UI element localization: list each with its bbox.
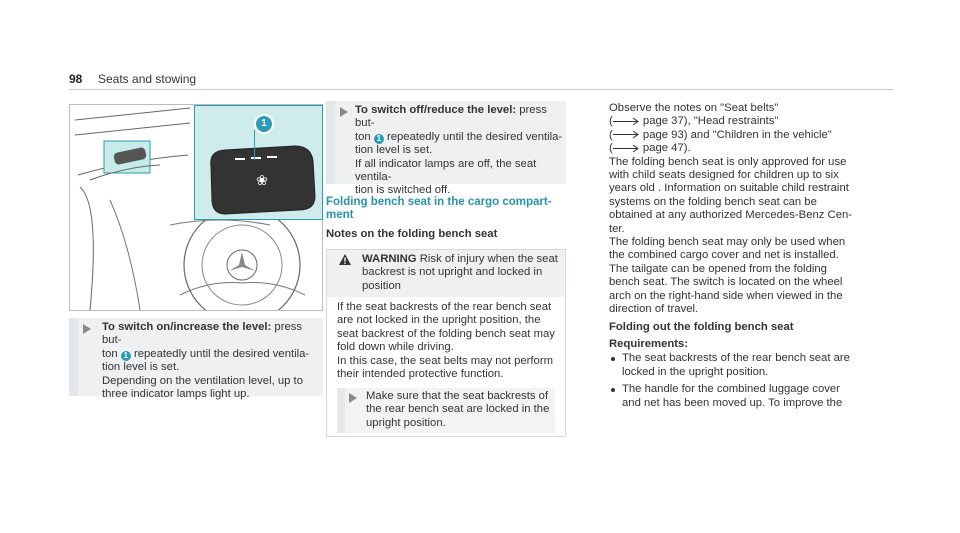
section-heading [326,196,566,222]
arrow-right-icon [613,130,640,139]
notes-heading: Notes on the folding bench seat [326,228,498,240]
cross-ref-head-restraints[interactable]: ( page 93) and "Children in the vehicle" [609,128,832,141]
callout-line [254,130,255,160]
step-text: ton [102,347,121,360]
warning-body-line: are not locked in the upright position, the [337,314,541,327]
step-text: Depending on the ventilation level, up to [102,374,303,387]
step-text: repeatedly until the desired ventila- [383,130,563,143]
para-line: years old . Information on suitable child restraint [609,182,849,195]
warning-text: backrest is not upright and locked in [362,266,543,279]
warning-text: position [362,279,401,292]
step-text: If all indicator lamps are off, the seat ventila- [355,157,537,184]
step-arrow-icon [349,393,357,403]
step-text: press but- [102,321,303,347]
warning-label: WARNING [362,253,417,265]
para-line: The folding bench seat may only be used when [609,236,846,249]
bullet-icon [611,388,615,392]
observe-line: page 37), "Head restraints" [642,115,779,128]
step-title: To switch on/increase the level: [102,321,272,333]
para-line: systems on the folding bench seat can be [609,195,817,208]
step-switch-off [326,101,566,197]
step-callout-number: 1 [121,351,131,361]
step-text: tion is switched off. [355,184,451,197]
para-line: bench seat. The switch is located on the wheel [609,276,843,289]
section-title: Seats and stowing [98,72,197,86]
observe-line: Observe the notes on "Seat belts" [609,102,779,114]
step-text: repeatedly until the desired ventila- [130,347,310,360]
warning-action-line: Make sure that the seat backrests of [366,390,549,402]
requirements-label: Requirements: [609,337,689,350]
para-line: The folding bench seat is only approved for use [609,155,847,168]
warning-action-line: the rear bench seat are locked in the [366,403,550,416]
arrow-right-icon [613,117,640,126]
bullet-icon [611,357,615,361]
requirement-line: The handle for the combined luggage cover [622,383,840,396]
seat-ventilation-icon: ❀ [256,172,268,188]
observe-line: page 47). [642,142,691,155]
section-heading-line: Folding bench seat in the cargo compart- [326,196,552,208]
para-line: arch on the right-hand side when viewed in the [609,289,843,302]
step-text: press but- [355,104,547,130]
para-line: the combined cargo cover and net is installed. [609,249,839,262]
warning-box [326,249,566,437]
para-line: The tailgate can be opened from the folding [609,262,827,275]
subheading: Folding out the folding bench seat [609,320,794,333]
step-text: ton [355,130,374,143]
step-text: tion level is set. [355,144,433,157]
step-text: three indicator lamps light up. [102,388,250,401]
step-callout-number: 1 [374,134,384,144]
requirement-line: The seat backrests of the rear bench seat are [622,352,850,365]
inset-detail [194,105,323,220]
observe-line: page 93) and "Children in the vehicle" [642,128,832,141]
step-arrow-icon [340,107,348,117]
para-line: with child seats designed for children up to six [609,169,839,182]
seat-ventilation-figure [69,104,323,311]
cross-ref-seat-belts[interactable]: ( page 37), "Head restraints" [609,115,779,128]
requirement-line: and net has been moved up. To improve the [622,396,843,409]
warning-body-line: fold down while driving. [337,341,454,354]
step-arrow-icon [83,324,91,334]
warning-body-line: In this case, the seat belts may not perform [337,354,553,367]
warning-body [337,301,565,381]
callout-number: 1 [254,114,274,134]
arrow-right-icon [613,144,640,153]
warning-action [337,388,555,433]
warning-body-line: If the seat backrests of the rear bench seat [337,301,552,313]
warning-text: Risk of injury when the seat [416,253,558,265]
requirement-item [609,352,899,379]
requirement-line: locked in the upright position. [622,365,769,378]
step-title: To switch off/reduce the level: [355,104,517,116]
page-number: 98 [69,72,83,86]
warning-body-line: their intended protective function. [337,368,504,381]
section-heading-line: ment [326,209,354,221]
para-line: ter. [609,222,625,235]
right-column [609,102,899,410]
step-switch-on [69,318,323,401]
step-text: tion level is set. [102,361,180,374]
para-line: direction of travel. [609,303,699,316]
para-line: obtained at any authorized Mercedes-Benz Cen- [609,209,853,222]
header-divider [69,89,893,90]
warning-action-line: upright position. [366,416,446,429]
requirement-item [609,383,899,410]
cross-ref-children[interactable]: ( page 47). [609,142,691,155]
warning-icon [339,254,351,265]
warning-body-line: seat backrest of the folding bench seat may [337,327,555,340]
